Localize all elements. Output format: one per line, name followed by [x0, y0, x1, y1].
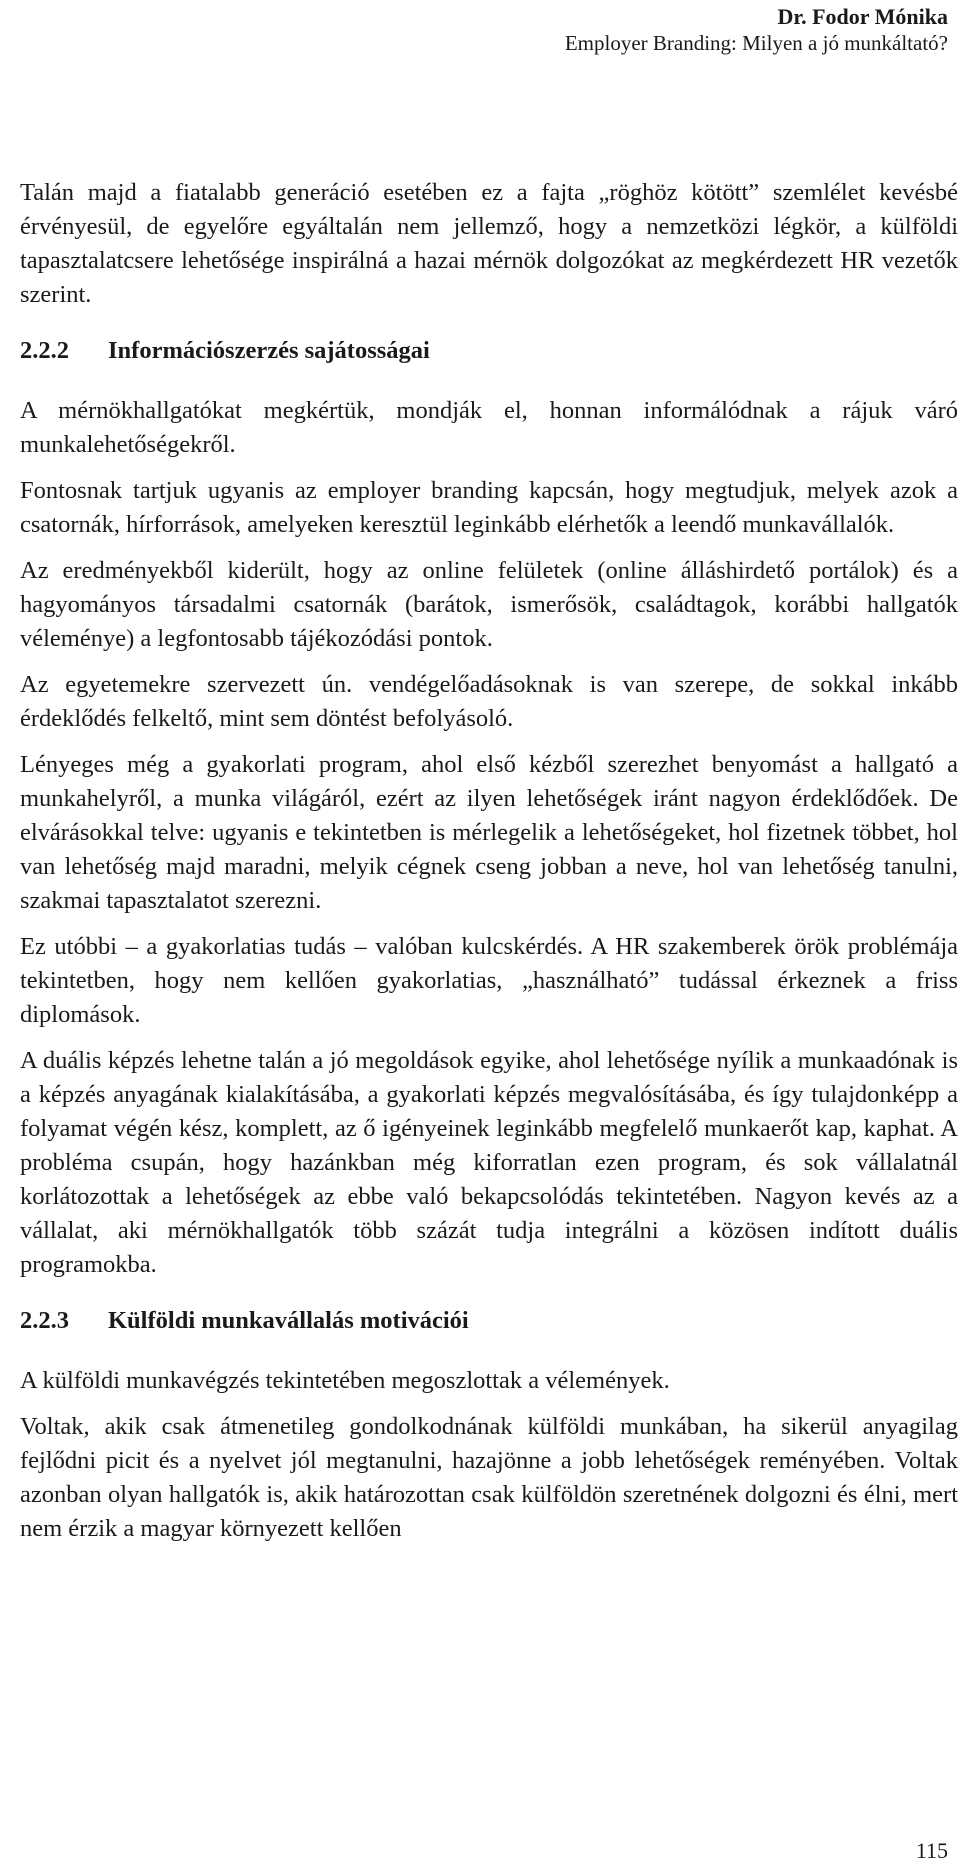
page-number: 115 [915, 1838, 948, 1863]
paragraph: Az egyetemekre szervezett ún. vendégelőadásoknak is van szerepe, de sokkal inkább érdeklődés felkeltő, mint sem döntést befolyásoló. [20, 671, 958, 732]
paragraph: Lényeges még a gyakorlati program, ahol első kézből szerezhet benyomást a hallgató a munkahelyről, a munka világáról, ezért az ilyen lehetőségek iránt nagyon érdeklődőek. De elvárásokkal telve: ugyanis e tekintetben is mérlegelik a lehetőségeket, hol fizetnek többet, hol van lehetőség majd maradni, melyik cégnek cseng jobban a neve, hol van lehetőség tanulni, szakmai tapasztalatot szerezni. [20, 751, 958, 914]
paragraph: A külföldi munkavégzés tekintetében megoszlottak a vélemények. [20, 1367, 670, 1394]
paragraph: Az eredményekből kiderült, hogy az online felületek (online álláshirdető portálok) és a hagyományos társadalmi csatornák (barátok, ismerősök, családtagok, korábbi hallgatók véleménye) a legfontosabb tájékozódási pontok. [20, 557, 958, 652]
paragraph: A mérnökhallgatókat megkértük, mondják el, honnan informálódnak a rájuk váró munkalehetőségekről. [20, 397, 958, 458]
header-author: Dr. Fodor Mónika [777, 4, 948, 29]
section-heading-2-2-3 [20, 1304, 958, 1338]
document-body [20, 176, 958, 1558]
paragraph: Talán majd a fiatalabb generáció esetében ez a fajta „röghöz kötött” szemlélet kevésbé érvényesül, de egyelőre egyáltalán nem jellemző, hogy a nemzetközi légkör, a külföldi tapasztalatcsere lehetősége inspirálná a hazai mérnök dolgozókat az megkérdezett HR vezetők szerint. [20, 179, 958, 308]
paragraph: Fontosnak tartjuk ugyanis az employer branding kapcsán, hogy megtudjuk, melyek azok a csatornák, hírforrások, amelyeken keresztül leginkább elérhetők a leendő munkavállalók. [20, 477, 958, 538]
page-header [565, 4, 948, 56]
paragraph: A duális képzés lehetne talán a jó megoldások egyike, ahol lehetősége nyílik a munkaadónak is a képzés anyagának kialakításába, a gyakorlati képzés megvalósításába, és így tulajdonképp a folyamat végén kész, komplett, az ő igényeinek leginkább megfelelő munkaerőt kap, kaphat. A probléma csupán, hogy hazánkban még kiforratlan ezen program, és sok vállalatnál korlátozottak a lehetőségek az ebbe való bekapcsolódás tekintetében. Nagyon kevés az a vállalat, aki mérnökhallgatók több százát tudja integrálni a közösen indított duális programokba. [20, 1047, 958, 1278]
section-title: Információszerzés sajátosságai [108, 337, 430, 364]
section-heading-2-2-2 [20, 334, 958, 368]
section-title: Külföldi munkavállalás motivációi [108, 1307, 469, 1334]
paragraph: Voltak, akik csak átmenetileg gondolkodnának külföldi munkában, ha sikerül anyagilag fejlődni picit és a nyelvet jól megtanulni, hazajönne a jobb lehetőségek reményében. Voltak azonban olyan hallgatók is, akik határozottan csak külföldön szeretnének dolgozni és élni, mert nem érzik a magyar környezett kellően [20, 1413, 958, 1542]
header-document-title: Employer Branding: Milyen a jó munkáltató? [564, 31, 948, 55]
section-number: 2.2.3 [20, 1307, 69, 1334]
paragraph: Ez utóbbi – a gyakorlatias tudás – valóban kulcskérdés. A HR szakemberek örök problémája tekintetben, hogy nem kellően gyakorlatias, „használható” tudással érkeznek a friss diplomások. [20, 933, 958, 1028]
section-number: 2.2.2 [20, 337, 69, 364]
